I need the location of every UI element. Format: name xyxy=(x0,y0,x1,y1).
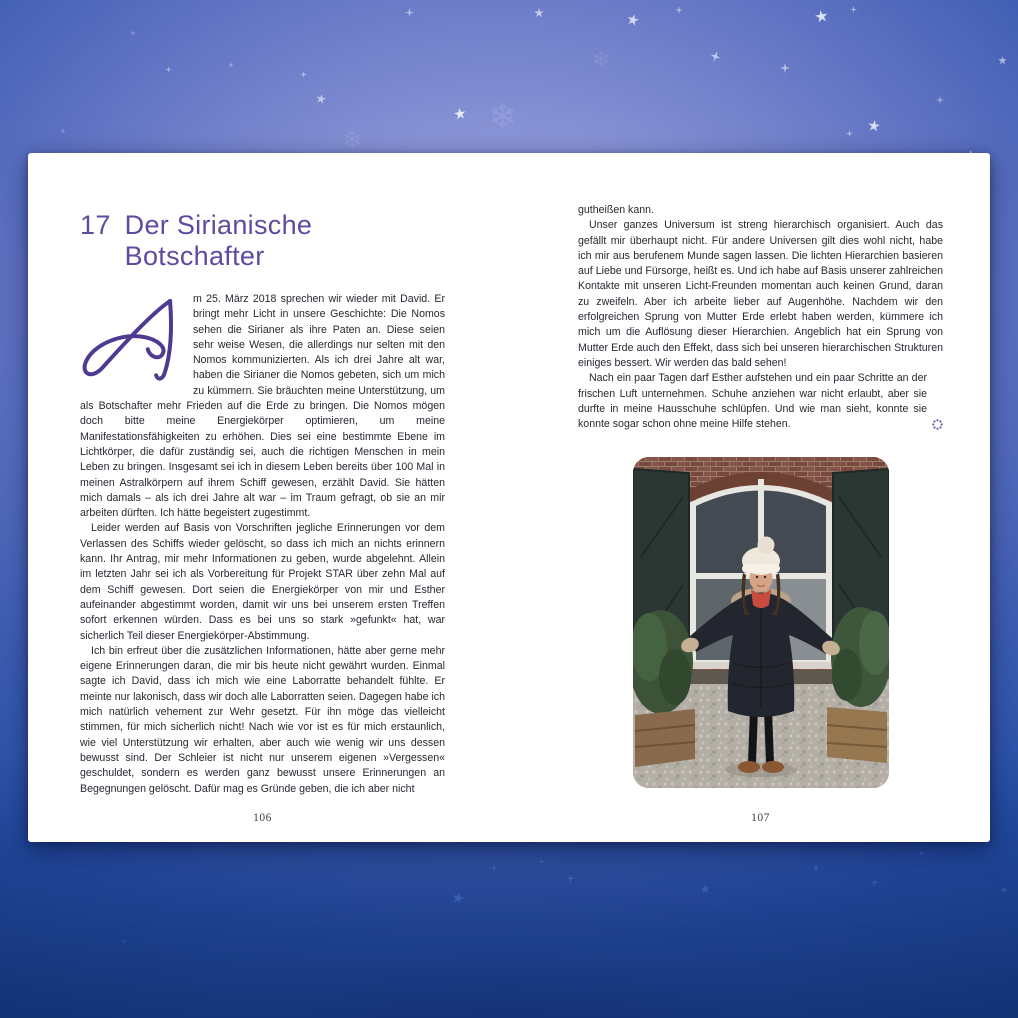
paragraph-text: Nach ein paar Tagen darf Esther aufstehen und ein paar Schritte an der frischen Luft unternehmen. Schuhe anziehen war nicht erlaubt, aber sie durfte in meine Hausschuhe schlüpfen. Und wie man sieht, konnte sie konnte sogar schon ohne meine Hilfe stehen. xyxy=(578,372,927,431)
star-icon xyxy=(120,938,127,945)
star-icon xyxy=(165,66,172,73)
star-icon xyxy=(490,864,498,872)
star-icon xyxy=(300,71,307,78)
chapter-title xyxy=(125,210,313,272)
star-icon xyxy=(626,13,641,28)
body-paragraph xyxy=(80,292,445,521)
snowflake-icon: ❄ xyxy=(488,97,517,137)
star-icon xyxy=(538,858,545,865)
star-icon xyxy=(405,8,414,17)
book-spread xyxy=(28,153,990,842)
body-paragraph: Leider werden auf Basis von Vorschriften jegliche Erinnerungen vor dem Verlassen des Schiffs wieder gelöscht, so dass ich mich an nichts erinnern kann. Ihr Antrag, mir mehr Informationen zu geben, wurde abgelehnt. Allein im letzten Jahr sei ich als Vorbereitung für Projekt STAR über zehn Mal auf dem Schiff gewesen. Dort seien die Energiekörper von mir und Esther aufeinander abgestimmt worden, damit wir uns bei unserem ersten Treffen sofort erkennen würden. Dass es bei uns so stark »gefunkt« hat, war sicherlich Teil dieser Energiekörper-Abstimmung. xyxy=(80,522,445,642)
star-icon xyxy=(708,49,722,63)
star-icon xyxy=(846,130,853,137)
star-icon xyxy=(814,9,829,24)
star-icon xyxy=(566,874,575,883)
body-paragraph: Ich bin erfreut über die zusätzlichen Informationen, hätte aber gerne mehr eigene Erinnerungen daran, die mir bis heute nicht gewährt wurden. Einmal sagte ich David, dass ich mich wie eine Laborratte behandelt fühlte. Er meinte nur lakonisch, dass wir doch alle Laborratten seien. Dagegen habe ich mich natürlich vehement zur Wehr gesetzt. Für ihn möge das vielleicht stimmen, für mich sicherlich nicht! Nach wie vor ist es für mich erstaunlich, wie viel Unterstützung wir erhalten, aber auch wie wenig wir uns dessen bewusst sind. Der Schleier ist nicht nur unserem eigenen »Vergessen« geschuldet, sondern es werden ganz bewusst unsere Erinnerungen an Begegnungen gelöscht. Dafür mag es Gründe geben, die ich aber nicht xyxy=(80,644,445,795)
star-icon xyxy=(870,878,879,887)
star-icon xyxy=(315,93,327,105)
star-icon xyxy=(534,8,544,18)
photo xyxy=(633,457,889,788)
star-icon xyxy=(850,6,857,13)
page-left xyxy=(80,153,445,842)
body-paragraph xyxy=(578,371,943,432)
star-icon xyxy=(780,63,790,73)
chapter-title-line: Botschafter xyxy=(124,241,265,271)
star-icon xyxy=(1000,886,1008,894)
star-icon xyxy=(998,56,1007,65)
drop-cap-letter-A xyxy=(80,295,184,385)
page-right xyxy=(578,153,943,842)
star-icon xyxy=(130,30,136,36)
chapter-heading xyxy=(80,153,445,272)
page-number-left: 106 xyxy=(253,812,272,824)
chapter-title-line: Der Sirianische xyxy=(124,210,313,240)
body-paragraph: gutheißen kann. xyxy=(578,204,654,216)
body-paragraph: Unser ganzes Universum ist streng hierarchisch organisiert. Auch das gefällt mir überhaupt nicht. Für andere Universen gilt dies wohl nicht, habe ich mir aus berufenem Munde sagen lassen. Die lichten Hierarchien basieren auf Liebe und Fürsorge, heißt es. Und ich habe auf Basis unserer zahlreichen Kontakte mit unseren Licht-Freunden momentan auch keinen Grund, daran zu zweifeln. Aber ich arbeite lieber auf Augenhöhe. Nachdem wir den erfolgreichen Sprung von Mutter Erde erlebt haben werden, kümmere ich mich um die Auflösung dieser Hierarchien. Angeblich hat ein Sprung von Mutter Erde auch den Effekt, dass sich bei unseren hierarchischen Strukturen einiges bessert. Wir werden das bald sehen! xyxy=(578,219,943,369)
star-icon xyxy=(812,864,820,872)
right-shrub xyxy=(827,607,889,763)
star-icon xyxy=(60,128,66,134)
star-icon xyxy=(936,96,944,104)
end-ornament-icon xyxy=(932,419,943,430)
snowflake-icon: ❄ xyxy=(592,48,611,73)
star-icon xyxy=(453,107,467,121)
star-icon xyxy=(867,119,881,133)
star-icon xyxy=(675,6,683,14)
snowflake-icon: ❄ xyxy=(342,126,363,154)
star-icon xyxy=(228,62,234,68)
left-body-text xyxy=(80,292,445,797)
paragraph-text: m 25. März 2018 sprechen wir wieder mit David. Er bringt mehr Licht in unsere Geschichte: Die Nomos sehen die Sirianer als ihre Paten an. Diese seien sehr weise Wesen, die allerdings nur selten mit den Nomos kommunizierten. Als ich drei Jahre alt war, haben die Sirianer die Nomos gebeten, sich um mich zu kümmern. Sie bräuchten meine Unterstützung, um als Botschafter mehr Frieden auf die Erde zu bringen. Die Nomos mögen doch bitte meine Energiekörper optimieren, um meine Manifestationsfähigkeiten zu erhöhen. Dies sei eine bestimmte Ebene im Lichtkörper, die dafür zuständig sei, auch die richtigen Menschen in mein Leben zu bringen. Insgesamt sei ich in diesem Leben bereits über 100 Mal in meinen Astralkörpern auf ihrem Schiff gewesen, erzählt David. Sie hätten mich damals – als ich drei Jahre alt war – im Traum gefragt, ob sie an mir arbeiten dürften. Ich hätte begeistert zugestimmt. xyxy=(80,293,445,520)
page-number-right: 107 xyxy=(751,812,770,824)
left-shrub xyxy=(633,610,695,767)
star-icon xyxy=(451,891,465,905)
star-icon xyxy=(700,884,711,895)
chapter-number: 17 xyxy=(80,210,111,240)
star-icon xyxy=(918,850,925,857)
